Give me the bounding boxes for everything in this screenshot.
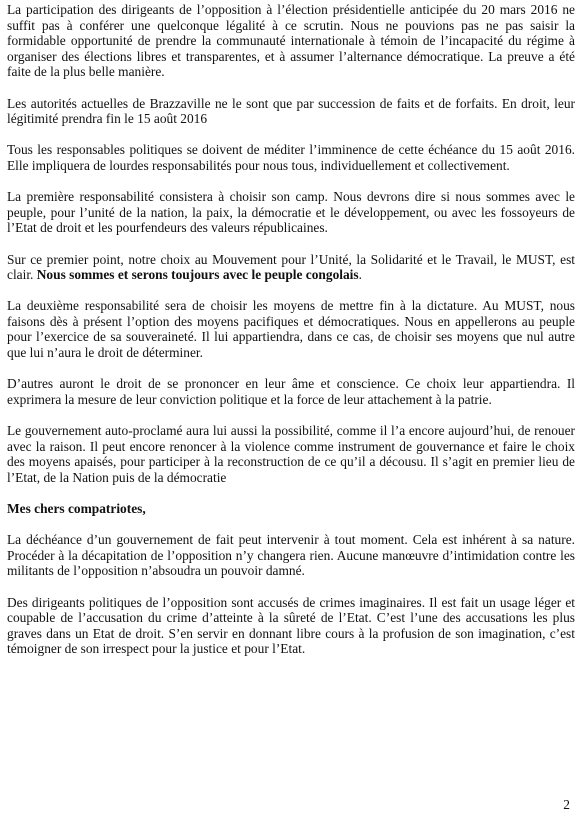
must-choice-bold-statement: Nous sommes et serons toujours avec le peuple congolais: [36, 267, 359, 283]
section-heading-compatriots: Mes chers compatriotes,: [7, 501, 146, 516]
paragraph-must-choice: [7, 252, 575, 283]
paragraph-deadline-responsibilities: Tous les responsables politiques se doivent de méditer l’imminence de cette échéance du 15 août 2016. Elle impliquera de lourdes responsabilités pour nous tous, individuellement et collectivement.: [7, 142, 575, 173]
document-page: [7, 2, 575, 673]
paragraph-authorities-legitimacy: Les autorités actuelles de Brazzaville ne le sont que par succession de faits et de forfaits. En droit, leur légitimité prendra fin le 15 août 2016: [7, 95, 575, 127]
must-choice-end: .: [358, 267, 362, 283]
page-number: 2: [563, 797, 570, 812]
paragraph-imaginary-crimes: Des dirigeants politiques de l’opposition sont accusés de crimes imaginaires. Il est fait un usage léger et coupable de l’accusation du crime d’atteinte à la sûreté de l’Etat. C’est l’une des accusations les plus graves dans un Etat de droit. S’en servir en donnant libre cours à la profusion de son imagination, c’est témoigner de son irrespect pour la justice et pour l’Etat.: [7, 594, 575, 657]
must-choice-text: Sur ce premier point, notre choix au Mouvement pour l’Unité, la Solidarité et le Travail, le MUST, est clair.: [7, 251, 575, 283]
paragraph-second-responsibility: La deuxième responsabilité sera de choisir les moyens de mettre fin à la dictature. Au MUST, nous faisons dès à présent l’option des moyens pacifiques et démocratiques. Nous en appellerons au peuple pour l’exercice de sa souveraineté. Il lui appartiendra, dans ce cas, de choisir ses moyens que nul autre que lui n’aura le droit de déterminer.: [7, 298, 575, 361]
paragraph-government-reason: Le gouvernement auto-proclamé aura lui aussi la possibilité, comme il l’a encore aujourd’hui, de renouer avec la raison. Il peut encore renoncer à la violence comme instrument de gouvernance et faire le choix des moyens apaisés, pour participer à la reconstruction de ce qu’il a décousu. Il s’agit en premier lieu de l’Etat, de la Nation puis de la démocratie: [7, 423, 575, 485]
paragraph-first-responsibility: La première responsabilité consistera à choisir son camp. Nous devrons dire si nous sommes avec le peuple, pour l’unité de la nation, la paix, la démocratie et le développement, ou avec les fossoyeurs de l’Etat de droit et les pourfendeurs des valeurs républicaines.: [7, 189, 575, 236]
paragraph-others-conscience: D’autres auront le droit de se prononcer en leur âme et conscience. Ce choix leur appartiendra. Il exprimera la mesure de leur conviction politique et la force de leur attachement à la patrie.: [7, 376, 575, 407]
paragraph-government-downfall: La déchéance d’un gouvernement de fait peut intervenir à tout moment. Cela est inhérent à sa nature. Procéder à la décapitation de l’opposition n’y changera rien. Aucune manœuvre d’intimidation contre les militants de l’opposition n’absoudra un pouvoir damné.: [7, 532, 575, 579]
paragraph-election-participation: La participation des dirigeants de l’opposition à l’élection présidentielle anticipée du 20 mars 2016 ne suffit pas à conférer une quelconque légalité à ce scrutin. Nous ne pouvions pas ne pas saisir la formidable opportunité de prendre la communauté internationale à témoin de l’incapacité du régime à organiser des élections libres et transparentes, et à assumer l’alternance démocratique. La preuve a été faite de la plus belle manière.: [7, 2, 575, 80]
